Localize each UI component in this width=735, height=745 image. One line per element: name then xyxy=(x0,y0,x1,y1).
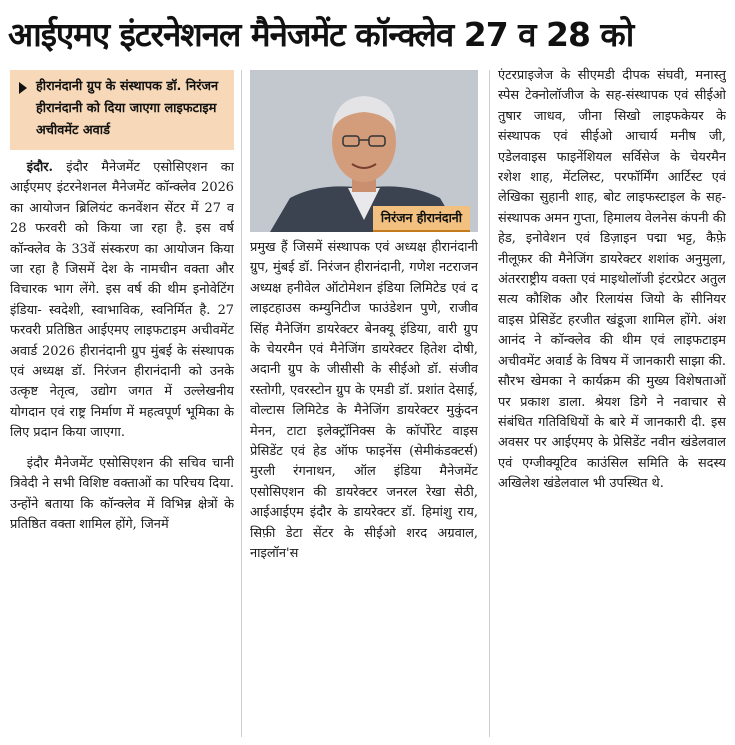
headline: आईएमए इंटरनेशनल मैनेजमेंट कॉन्क्लेव 27 व 28 को xyxy=(8,15,634,54)
paragraph-text: इंदौर मैनेजमेंट एसोसिएशन का आईएमए इंटरनेशनल मैनेजमेंट कॉन्क्लेव 2026 का आयोजन ब्रिलियंट कनवेंशन सेंटर में 27 व 28 फरवरी को किया जा रहा है. इस वर्ष कॉन्क्लेव के 33वें संस्करण का आयोजन किया जा रहा है जिसमें देश के नामचीन वक्ता और विचारक भाग लेंगे. इस वर्ष की थीम इनोवेटिंग इंडिया- स्वदेशी, स्वाभाविक, स्वनिर्मित है. 27 फरवरी प्रतिष्ठित आईएमए लाइफटाइम अचीवमेंट अवार्ड 2026 हीरानंदानी ग्रुप मुंबई के संस्थापक एवं अध्यक्ष डॉ. निरंजन हीरानंदानी को उनके उत्कृष्ट नेतृत्व, उद्योग जगत में उल्लेखनीय योगदान एवं राष्ट्र निर्माण में महत्वपूर्ण भूमिका के लिए प्रदान किया जाएगा. xyxy=(10,160,234,441)
bullet-arrow-icon xyxy=(19,82,27,94)
column-divider xyxy=(241,70,242,737)
highlight-text: हीरानंदानी ग्रुप के संस्थापक डॉ. निरंजन हीरानंदानी को दिया जाएगा लाइफटाइम अचीवमेंट अवार्ड xyxy=(36,79,219,138)
paragraph: एंटरप्राइजेज के सीएमडी दीपक संघवी, मनास्तु स्पेस टेक्नोलॉजीज के सह-संस्थापक एवं सीईओ तुषार जाधव, जीना सिखो लाइफकेयर के संस्थापक एवं सीईओ आचार्य मनीष जी, एडेलवाइस फाइनेंशियल सर्विसेज के चेयरमैन रशेश शाह, मेंटलिस्ट, परफॉर्मिंग आर्टिस्ट एवं लेखिका सुहानी शाह, बोट लाइफस्टाइल के सह-संस्थापक अमन गुप्ता, हिमालय वेलनेस कंपनी की हेड, इनोवेशन एवं डिज़ाइन पद्मा भट्ट, कैफ़े नीलूफ़र की मैनेजिंग डायरेक्टर शशांक अनुमुला, अंतरराष्ट्रीय वक्ता एवं माइथोलॉजी इंटरप्रेटर अतुल सत्य कौशिक और रिलायंस जियो के सीनियर वाइस प्रेसिडेंट हरजीत खंडूजा शामिल होंगे. अंश आनंद ने कॉन्क्लेव की थीम एवं लाइफटाइम अचीवमेंट अवार्ड के विषय में जानकारी साझा की. सौरभ खेमका ने कार्यक्रम की मुख्य विशेषताओं पर प्रकाश डाला. श्रेयश डिगे ने नवाचार से संबंधित गतिविधियों के बारे में जानकारी दी. इस अवसर पर आईएमए के प्रेसिडेंट नवीन खंडेलवाल एवं एग्जीक्यूटिव काउंसिल समिति के सदस्य अखिलेश खंडेलवाल भी उपस्थित थे. xyxy=(498,68,726,492)
column-divider xyxy=(489,70,490,737)
highlight-box xyxy=(10,70,234,150)
paragraph: प्रमुख हैं जिसमें संस्थापक एवं अध्यक्ष हीरानंदानी ग्रुप, मुंबई डॉ. निरंजन हीरानंदानी, गणेश नटराजन अध्यक्ष हनीवेल ऑटोमेशन इंडिया लिमिटेड एवं द लाइटहाउस कम्युनिटीज फाउंडेशन पुणे, राजीव सिंह मैनेजिंग डायरेक्टर बेनक्यू इंडिया, वारी ग्रुप के चेयरमैन एवं मैनेजिंग डायरेक्टर हितेश दोषी, अदानी ग्रुप के जीसीसी के सीईओ डॉ. संजीव रस्तोगी, एवरस्टोन ग्रुप के एमडी डॉ. प्रशांत देसाई, वोल्टास लिमिटेड के मैनेजिंग डायरेक्टर मुकुंदन मेनन, टाटा इलेक्ट्रॉनिक्स के कॉर्पोरेट वाइस प्रेसिडेंट एवं हेड ऑफ फाइनेंस (सेमीकंडक्टर्स) मुरली रंगनाथन, ऑल इंडिया मैनेजमेंट एसोसिएशन की डायरेक्टर जनरल रेखा सेठी, आईआईएम इंदौर के डायरेक्टर डॉ. हिमांशु राय, सिफ़ी डेटा सेंटर के सीईओ शरद अग्रवाल, नाइलॉन'स xyxy=(250,240,478,562)
photo-caption: निरंजन हीरानंदानी xyxy=(373,206,470,232)
portrait-photo xyxy=(250,70,478,232)
article-column-3 xyxy=(498,66,726,745)
lead-paragraph xyxy=(10,158,234,444)
article-column-1 xyxy=(10,70,234,745)
dateline: इंदौर. xyxy=(26,160,54,175)
article-column-2 xyxy=(250,70,478,745)
paragraph: इंदौर मैनेजमेंट एसोसिएशन की सचिव चानी त्रिवेदी ने सभी विशिष्ट वक्ताओं का परिचय दिया. उन्होंने बताया कि कॉन्क्लेव में विभिन्न क्षेत्रों के प्रतिष्ठित वक्ता शामिल होंगे, जिनमें xyxy=(10,455,234,532)
